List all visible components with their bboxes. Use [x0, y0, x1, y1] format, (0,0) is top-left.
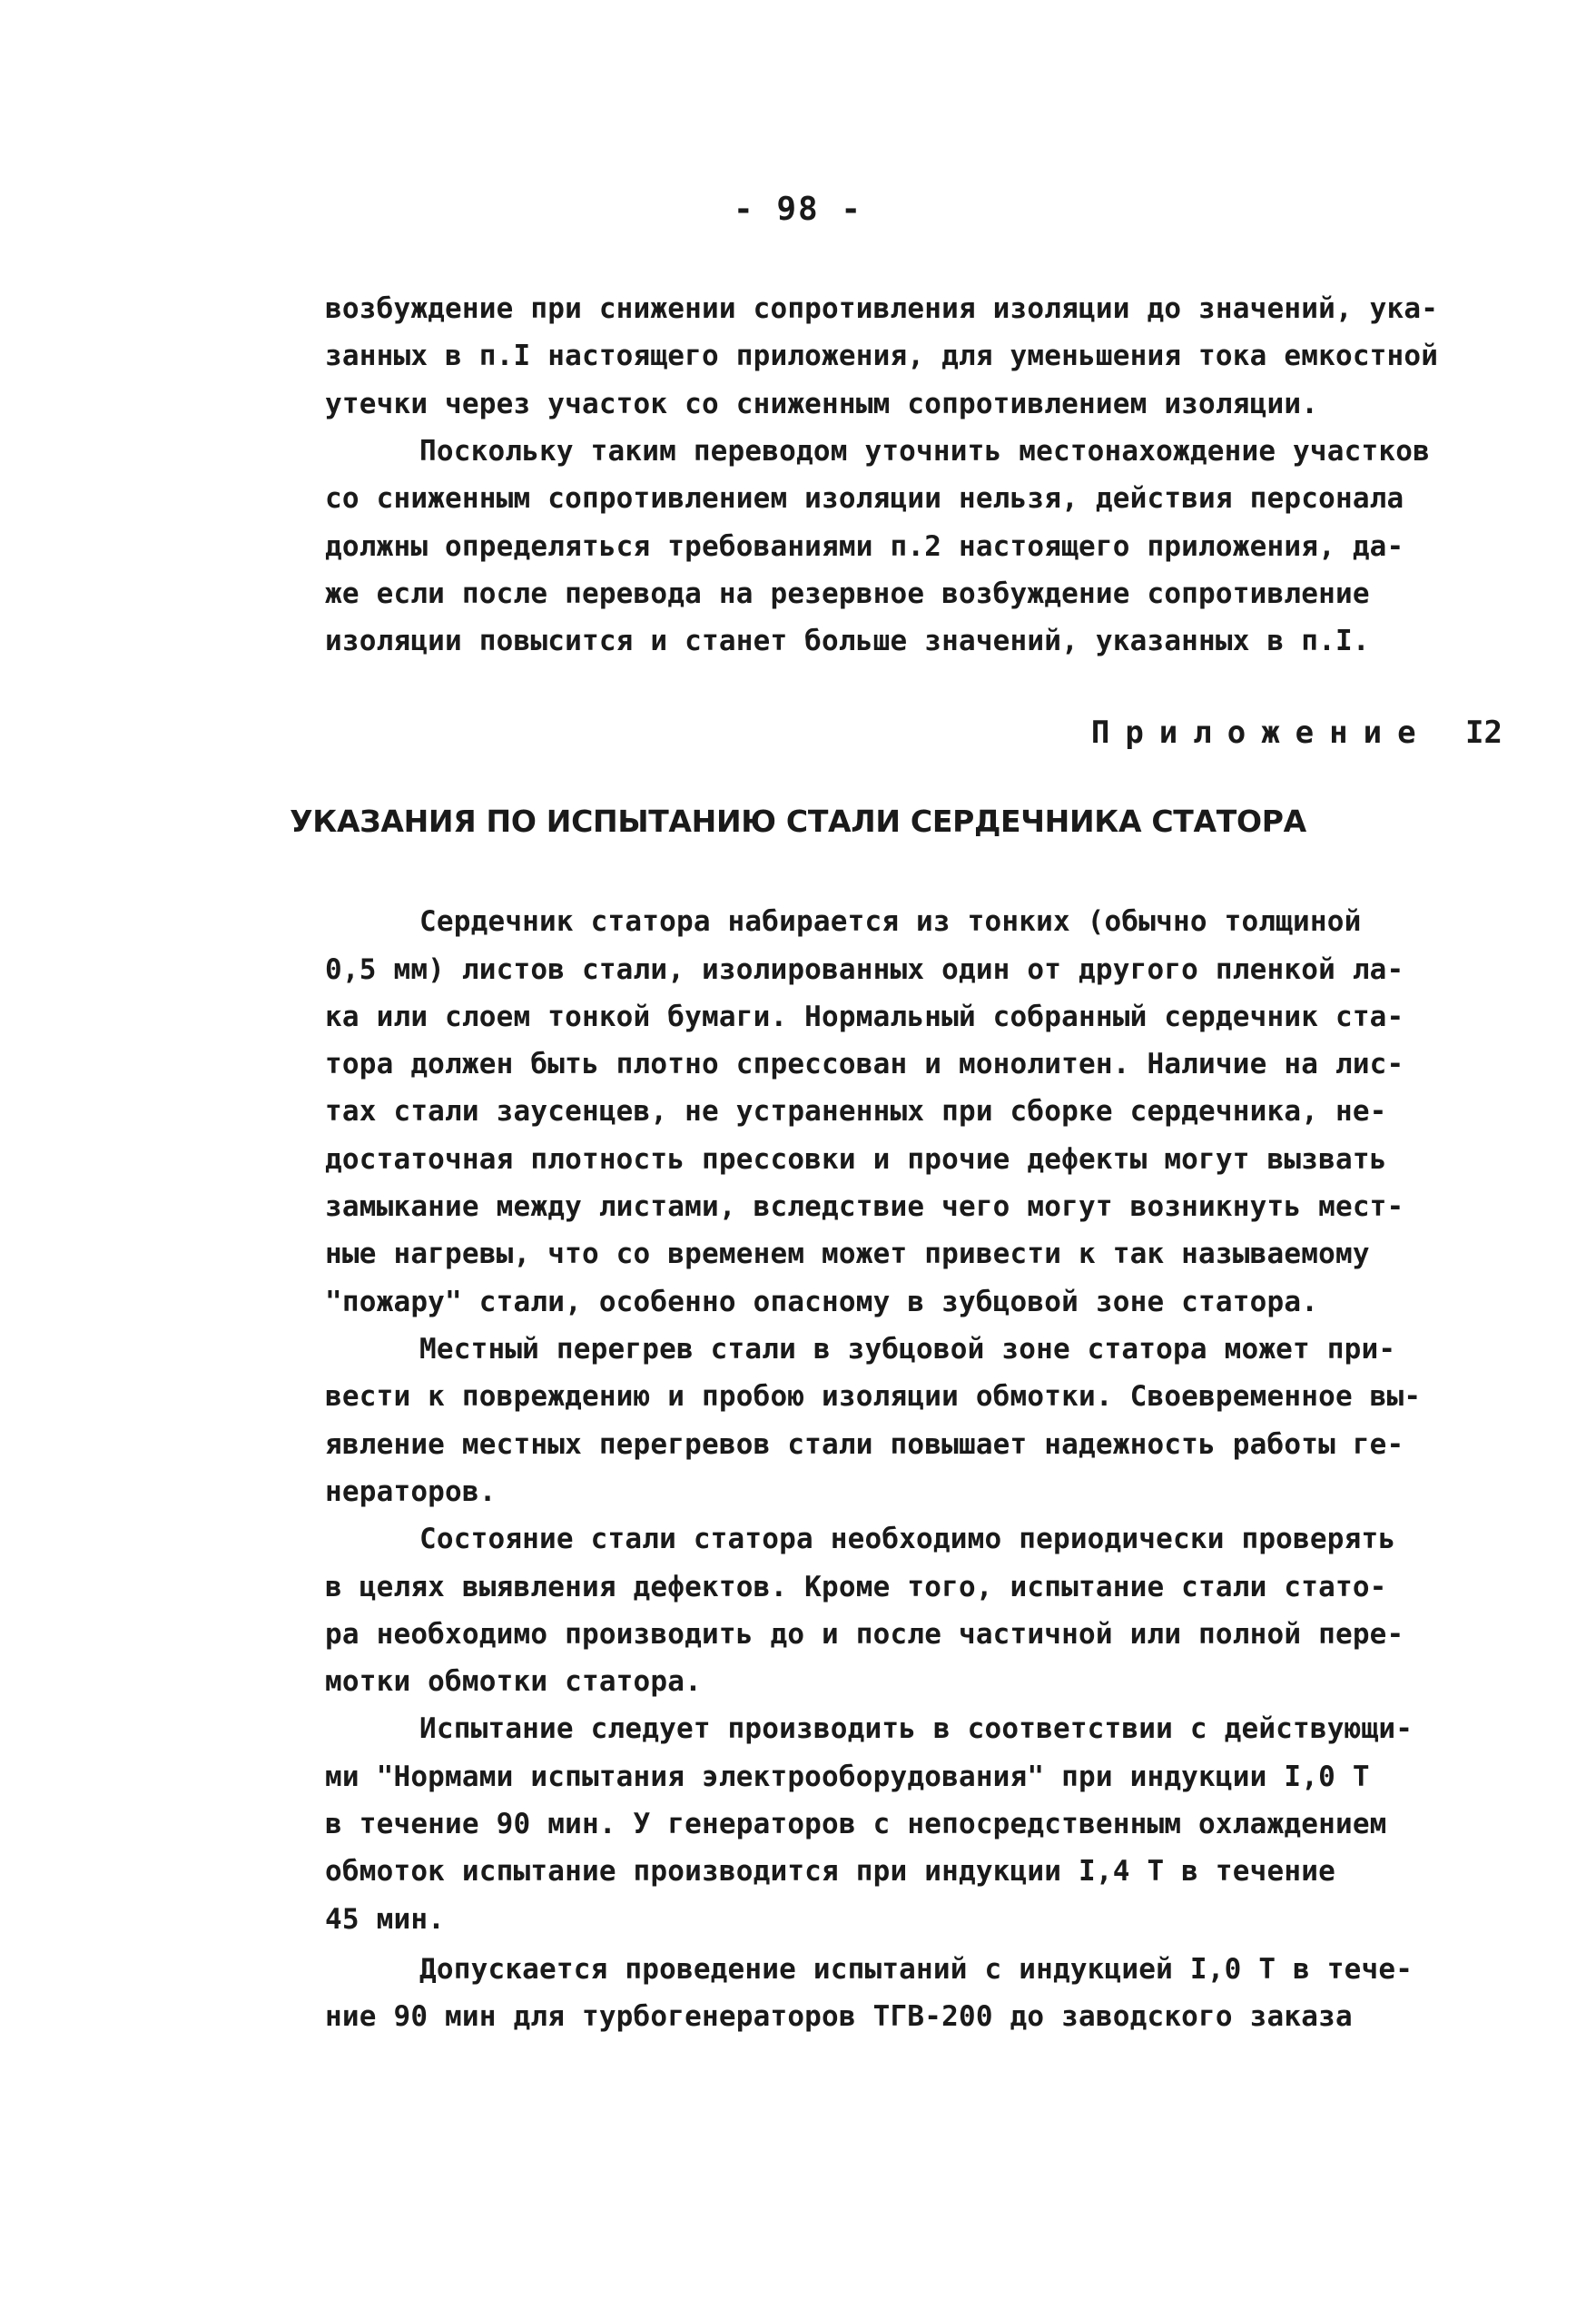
section-title: УКАЗАНИЯ ПО ИСПЫТАНИЮ СТАЛИ СЕРДЕЧНИКА СТАТОРА [290, 804, 1306, 839]
text-line: достаточная плотность прессовки и прочие дефекты могут вызвать [325, 1143, 1387, 1176]
text-line: Состояние стали статора необходимо периодически проверять [419, 1523, 1396, 1555]
text-line: вести к повреждению и пробою изоляции обмотки. Своевременное вы- [325, 1380, 1422, 1413]
text-line: же если после перевода на резервное возбуждение сопротивление [325, 577, 1370, 610]
text-line: должны определяться требованиями п.2 настоящего приложения, да- [325, 530, 1404, 563]
text-line: нераторов. [325, 1475, 497, 1508]
text-line: занных в п.I настоящего приложения, для уменьшения тока емкостной [325, 340, 1439, 372]
appendix-heading [1091, 715, 1502, 751]
text-line: ра необходимо производить до и после частичной или полной пере- [325, 1618, 1404, 1651]
text-line: в целях выявления дефектов. Кроме того, испытание стали стато- [325, 1571, 1387, 1603]
text-line: Местный перегрев стали в зубцовой зоне статора может при- [419, 1333, 1396, 1366]
text-line: ние 90 мин для турбогенераторов ТГВ-200 до заводского заказа [325, 2000, 1353, 2033]
text-line: Допускается проведение испытаний с индукцией I,0 Т в тече- [419, 1953, 1414, 1986]
text-line: утечки через участок со сниженным сопротивлением изоляции. [325, 388, 1319, 420]
text-line: ные нагревы, что со временем может привести к так называемому [325, 1238, 1370, 1270]
appendix-number: I2 [1465, 715, 1502, 751]
text-line: мотки обмотки статора. [325, 1665, 702, 1698]
text-line: со сниженным сопротивлением изоляции нельзя, действия персонала [325, 482, 1404, 515]
text-line: замыкание между листами, вследствие чего могут возникнуть мест- [325, 1190, 1404, 1223]
text-line: возбуждение при снижении сопротивления изоляции до значений, ука- [325, 292, 1439, 325]
text-line: тора должен быть плотно спрессован и монолитен. Наличие на лис- [325, 1048, 1404, 1080]
page-number: - 98 - [733, 191, 863, 228]
text-line: в течение 90 мин. У генераторов с непосредственным охлаждением [325, 1808, 1387, 1840]
text-line: ми "Нормами испытания электрооборудования" при индукции I,0 Т [325, 1761, 1370, 1793]
text-line: Испытание следует производить в соответствии с действующи- [419, 1712, 1414, 1745]
text-line: изоляции повысится и станет больше значений, указанных в п.I. [325, 625, 1370, 657]
text-line: обмоток испытание производится при индукции I,4 Т в течение [325, 1855, 1335, 1888]
text-line: тах стали заусенцев, не устраненных при сборке сердечника, не- [325, 1095, 1387, 1128]
text-line: Поскольку таким переводом уточнить местонахождение участков [419, 435, 1430, 468]
text-line: явление местных перегревов стали повышает надежность работы ге- [325, 1428, 1404, 1461]
text-line: ка или слоем тонкой бумаги. Нормальный собранный сердечник ста- [325, 1001, 1404, 1033]
text-line: "пожару" стали, особенно опасному в зубцовой зоне статора. [325, 1286, 1319, 1318]
text-line: Сердечник статора набирается из тонких (обычно толщиной [419, 905, 1362, 938]
appendix-word: Приложение [1090, 715, 1432, 751]
text-line: 45 мин. [325, 1903, 446, 1936]
text-line: 0,5 мм) листов стали, изолированных один от другого пленкой ла- [325, 953, 1404, 986]
